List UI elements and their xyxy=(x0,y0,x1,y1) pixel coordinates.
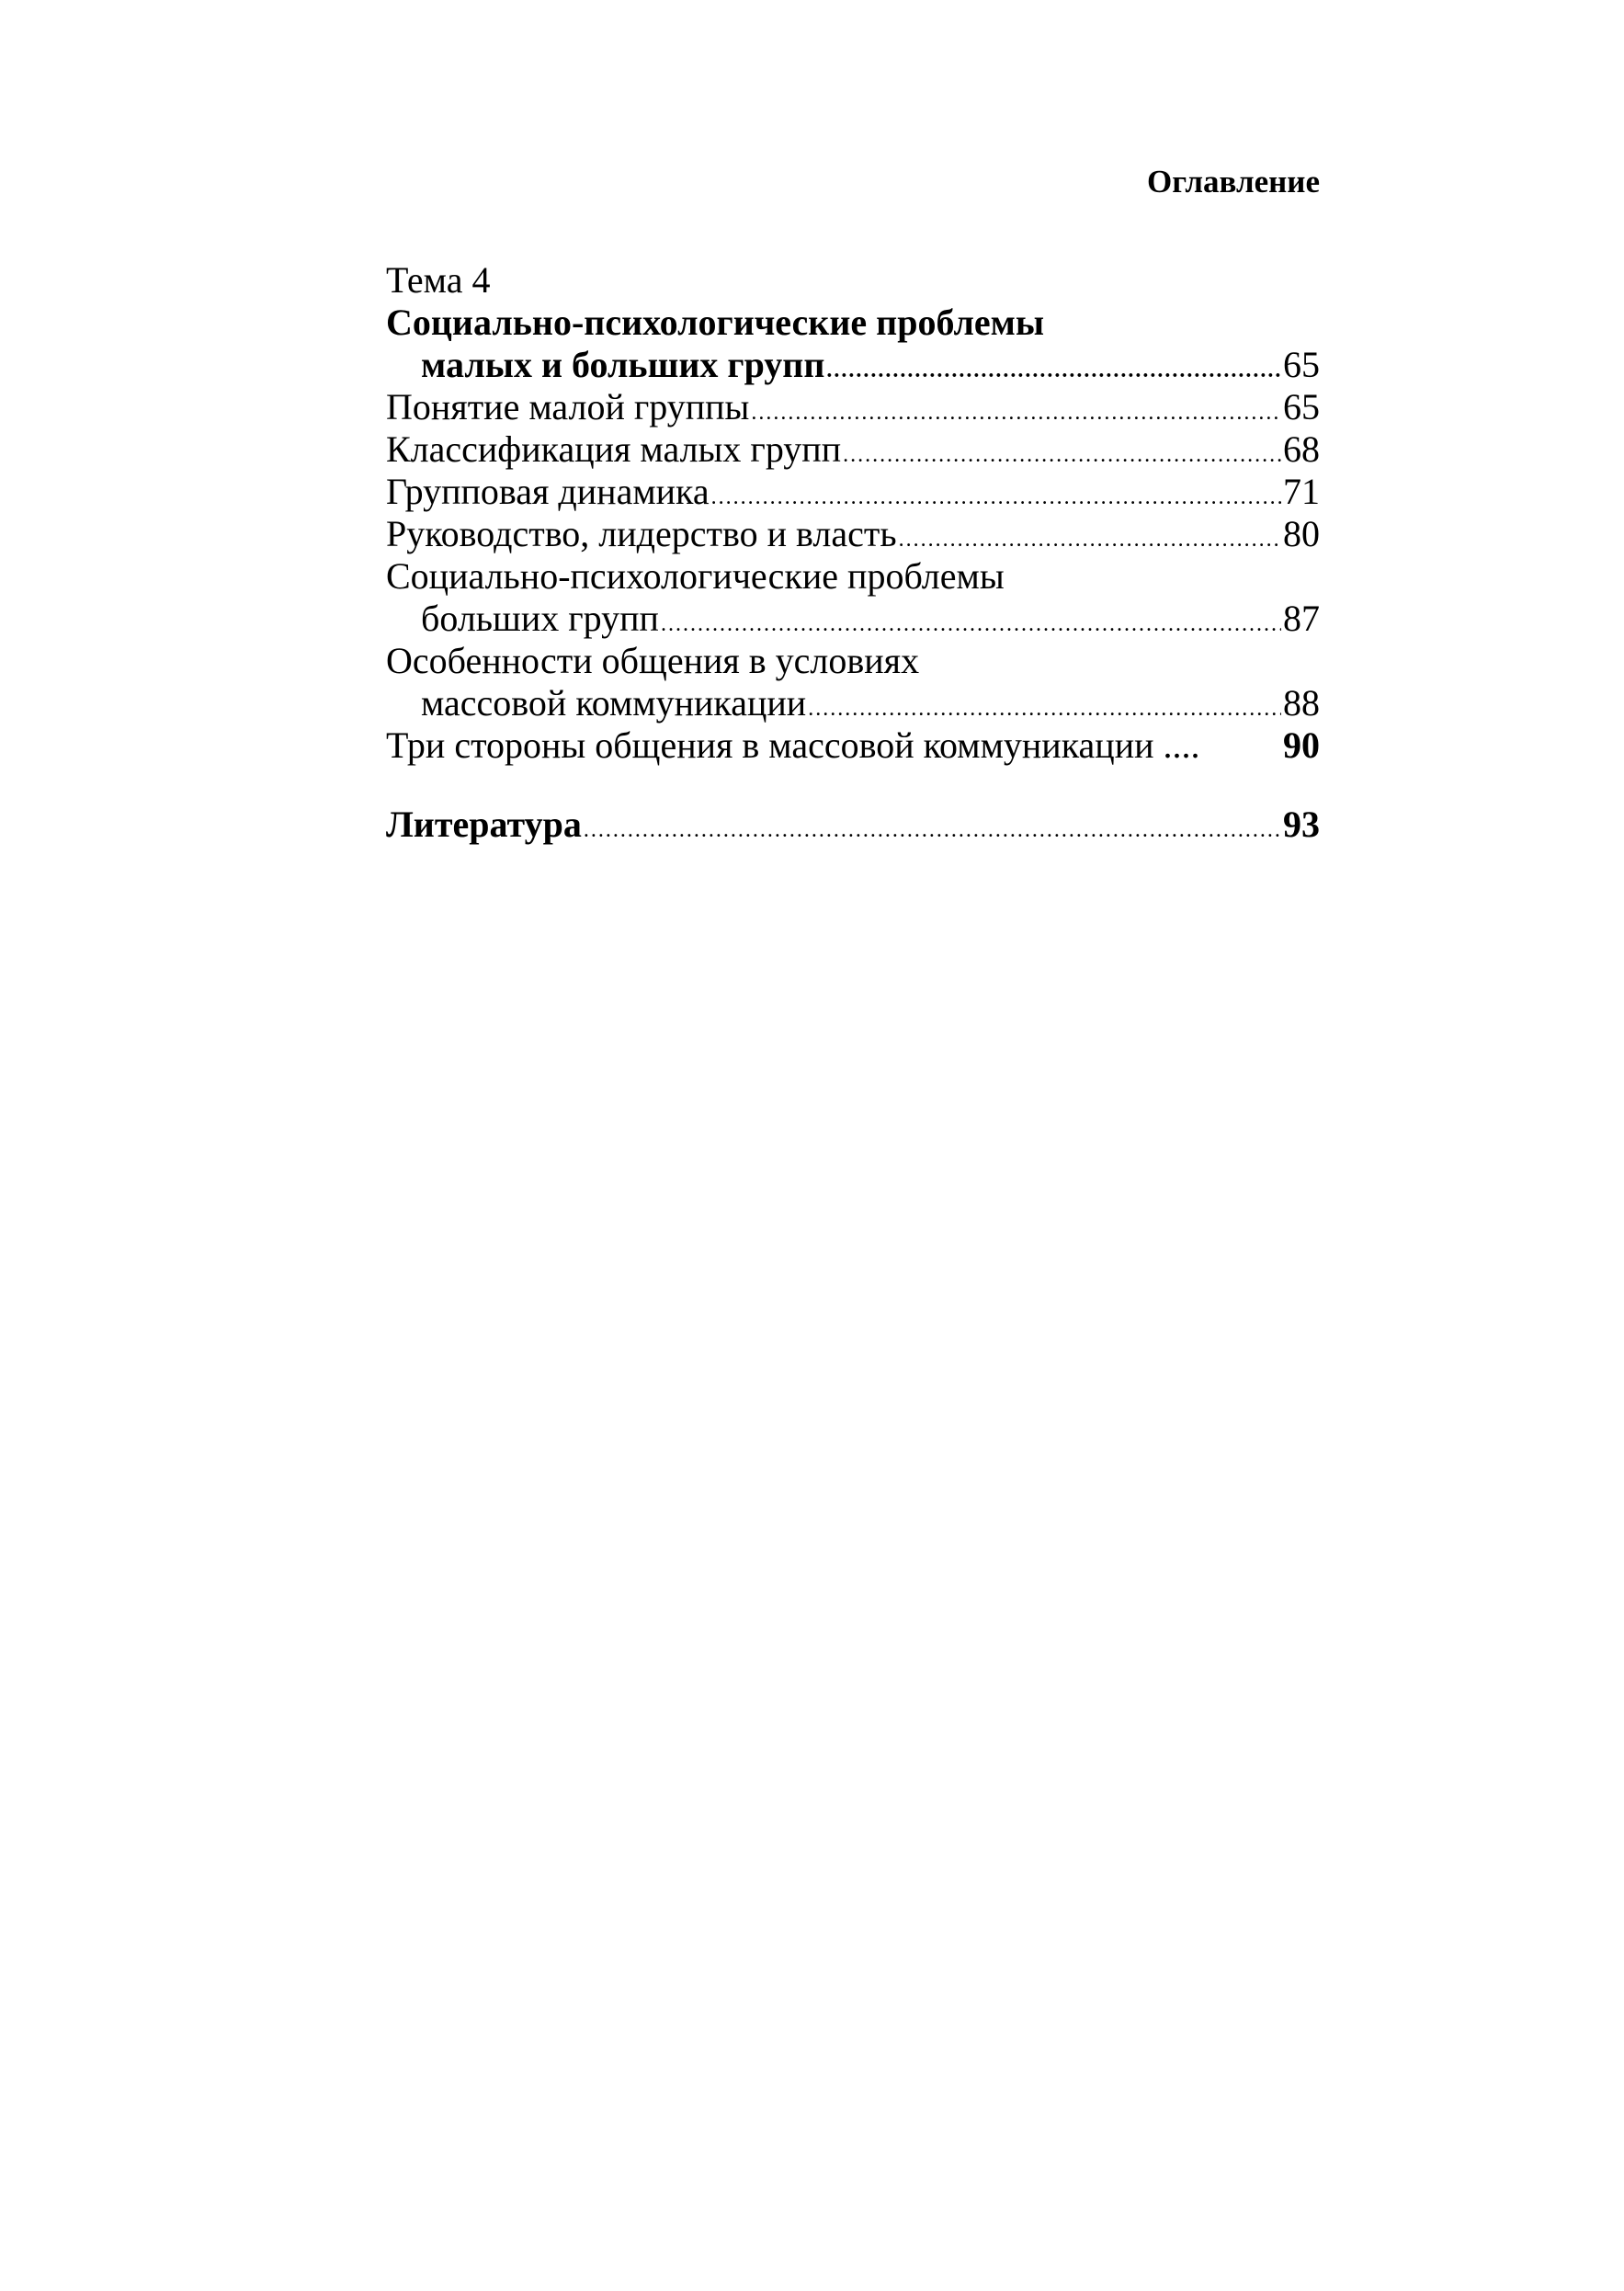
dot-leader xyxy=(584,809,1281,851)
toc-entry-title: малых и больших групп xyxy=(421,344,825,385)
toc-page-number: 87 xyxy=(1283,598,1320,639)
toc-entry-chapter[interactable] xyxy=(386,344,1320,386)
toc-entry-wrapped-line1: Особенности общения в условиях xyxy=(386,640,920,681)
toc-entry[interactable] xyxy=(386,386,1320,428)
toc-page-number: 65 xyxy=(1283,386,1320,427)
toc-entry[interactable] xyxy=(386,682,1320,724)
table-of-contents xyxy=(386,259,1320,846)
toc-entry[interactable] xyxy=(386,724,1320,767)
toc-page-number: 93 xyxy=(1283,804,1320,845)
toc-entry-title: Три стороны общения в массовой коммуникации .... xyxy=(386,724,1200,766)
toc-entry-literature[interactable] xyxy=(386,804,1320,846)
toc-page-number: 80 xyxy=(1283,513,1320,554)
toc-entry-title: Литература xyxy=(386,804,582,845)
toc-entry[interactable] xyxy=(386,598,1320,640)
toc-page-number: 71 xyxy=(1283,471,1320,512)
toc-page-number: 90 xyxy=(1283,724,1320,766)
chapter-title-line1: Социально-психологические проблемы xyxy=(386,302,1045,343)
toc-entry[interactable] xyxy=(386,428,1320,471)
toc-entry-title: Руководство, лидерство и власть xyxy=(386,513,897,554)
toc-entry-title: больших групп xyxy=(421,598,659,639)
toc-entry[interactable] xyxy=(386,513,1320,555)
dot-leader xyxy=(843,434,1281,476)
dot-leader xyxy=(826,349,1281,392)
toc-entry-title: массовой коммуникации xyxy=(421,682,807,724)
toc-entry-title: Классификация малых групп xyxy=(386,428,842,470)
toc-entry-wrapped-line1: Социально-психологические проблемы xyxy=(386,555,1005,597)
toc-page-number: 88 xyxy=(1283,682,1320,724)
running-header: Оглавление xyxy=(1147,164,1320,199)
toc-page-number: 68 xyxy=(1283,428,1320,470)
toc-page-number: 65 xyxy=(1283,344,1320,385)
toc-entry[interactable] xyxy=(386,471,1320,513)
toc-entry-title: Понятие малой группы xyxy=(386,386,750,427)
topic-label: Тема 4 xyxy=(386,259,491,301)
toc-entry-title: Групповая динамика xyxy=(386,471,710,512)
